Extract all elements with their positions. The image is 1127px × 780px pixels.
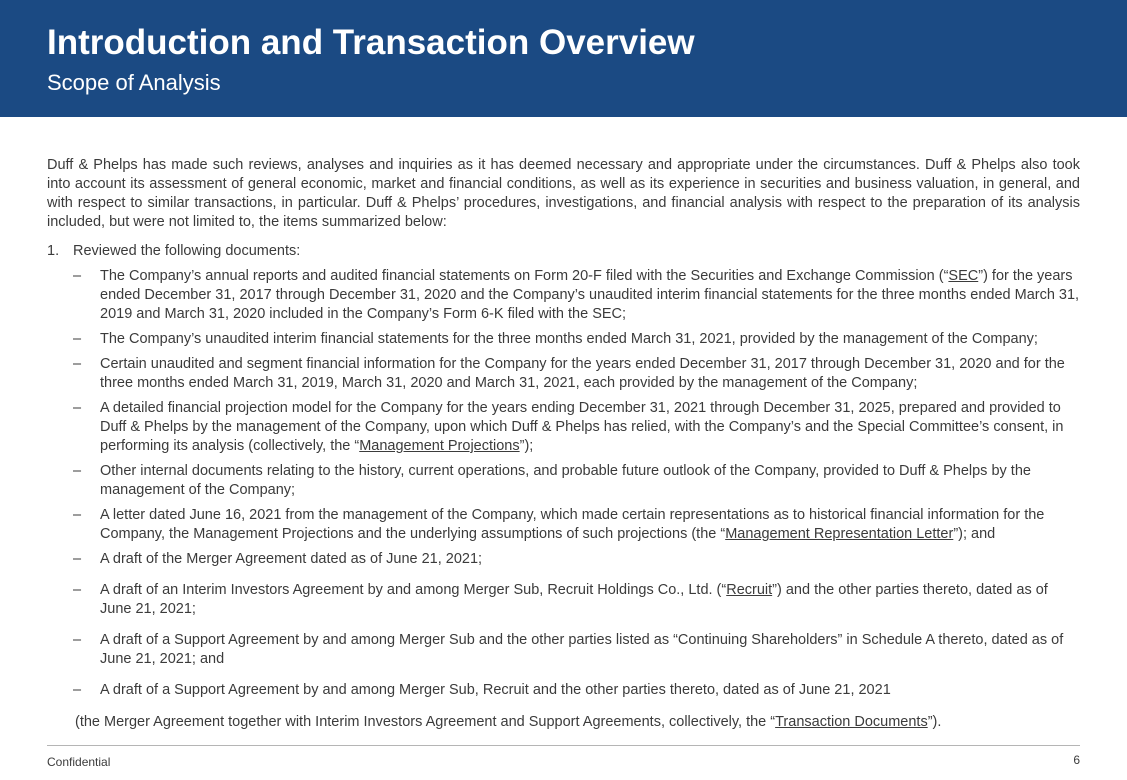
list-item xyxy=(47,462,1080,500)
list-item xyxy=(47,355,1080,393)
item-text: ”) for the years ended December 31, 2017 through December 31, 2020 and the Company’s unaudited interim financial statements for the three months ended March 31, 2019 and March 31, 2020 included in the Company’s Form 6-K filed with the SEC; xyxy=(100,268,1080,322)
dash-bullet: – xyxy=(73,268,82,284)
dash-bullet: – xyxy=(73,632,82,648)
intro-paragraph: Duff & Phelps has made such reviews, analyses and inquiries as it has deemed necessary and appropriate under the circumstances. Duff & Phelps also took into account its assessment of general economic, market and financial conditions, as well as its experience in securities and business valuation, in general, and with respect to similar transactions, in particular. Duff & Phelps’ procedures, investigations, and financial analysis with respect to the preparation of its analysis included, but were not limited to, the items summarized below: xyxy=(47,157,1080,230)
page-number: 6 xyxy=(1073,753,1080,767)
closing-text: ”). xyxy=(927,714,942,730)
defined-term-transaction-documents: Transaction Documents xyxy=(775,714,928,730)
dash-bullet: – xyxy=(73,463,82,479)
footer-confidential: Confidential xyxy=(47,755,111,769)
list-number: 1. xyxy=(47,243,60,259)
item-text: A draft of a Support Agreement by and among Merger Sub and the other parties listed as “Continuing Shareholders” in Schedule A thereto, dated as of June 21, 2021; and xyxy=(100,632,1064,667)
page-title: Introduction and Transaction Overview xyxy=(47,23,695,62)
list-item xyxy=(47,550,1080,569)
dash-bullet: – xyxy=(73,400,82,416)
list-item xyxy=(47,581,1080,619)
item-text: A detailed financial projection model for the Company for the years ending December 31, 2021 through December 31, 2025, prepared and provided to Duff & Phelps by the management of the Company, upon which Duff & Phelps has relied, with the Company’s and the Special Committee’s consent, in performing its analysis (collectively, the “ xyxy=(100,400,1064,454)
list-item xyxy=(47,631,1080,669)
item-text: A draft of a Support Agreement by and among Merger Sub, Recruit and the other parties thereto, dated as of June 21, 2021 xyxy=(100,682,891,698)
defined-term-management-representation-letter: Management Representation Letter xyxy=(725,526,954,542)
dash-bullet: – xyxy=(73,507,82,523)
item-text: The Company’s unaudited interim financial statements for the three months ended March 31, 2021, provided by the management of the Company; xyxy=(100,331,1038,347)
dash-bullet: – xyxy=(73,331,82,347)
item-text: A letter dated June 16, 2021 from the management of the Company, which made certain representations as to historical financial information for the Company, the Management Projections and the underlying assumptions of such projections (the “ xyxy=(100,507,1045,542)
list-item xyxy=(47,506,1080,544)
defined-term-management-projections: Management Projections xyxy=(359,438,520,454)
list-item xyxy=(47,681,1080,700)
item-text: A draft of the Merger Agreement dated as of June 21, 2021; xyxy=(100,551,483,567)
item-text: Certain unaudited and segment financial information for the Company for the years ended December 31, 2017 through December 31, 2020 and for the three months ended March 31, 2019, March 31, 2020 and March 31, 2021, each provided by the management of the Company; xyxy=(100,356,1065,391)
header-banner xyxy=(0,0,1127,117)
item-text: A draft of an Interim Investors Agreement by and among Merger Sub, Recruit Holdings Co., Ltd. (“ xyxy=(100,582,727,598)
item-text: The Company’s annual reports and audited financial statements on Form 20-F filed with the Securities and Exchange Commission (“ xyxy=(100,268,949,284)
document-list xyxy=(47,267,1080,700)
list-item xyxy=(47,330,1080,349)
item-text: Other internal documents relating to the history, current operations, and probable future outlook of the Company, provided to Duff & Phelps by the management of the Company; xyxy=(100,463,1031,498)
dash-bullet: – xyxy=(73,682,82,698)
closing-text: (the Merger Agreement together with Interim Investors Agreement and Support Agreements, collectively, the “ xyxy=(75,714,776,730)
dash-bullet: – xyxy=(73,356,82,372)
footer-divider xyxy=(47,745,1080,746)
dash-bullet: – xyxy=(73,582,82,598)
closing-note xyxy=(47,713,1080,732)
list-item xyxy=(47,267,1080,324)
item-text: ”); and xyxy=(953,526,996,542)
item-text: ”) and the other parties thereto, dated as of June 21, 2021; xyxy=(100,582,1048,617)
numbered-item xyxy=(47,242,1080,261)
page-subtitle: Scope of Analysis xyxy=(47,70,221,95)
dash-bullet: – xyxy=(73,551,82,567)
list-label: Reviewed the following documents: xyxy=(73,243,301,259)
main-content xyxy=(47,156,1080,732)
list-item xyxy=(47,399,1080,456)
item-text: ”); xyxy=(519,438,534,454)
defined-term-sec: SEC xyxy=(948,268,979,284)
defined-term-recruit: Recruit xyxy=(726,582,773,598)
